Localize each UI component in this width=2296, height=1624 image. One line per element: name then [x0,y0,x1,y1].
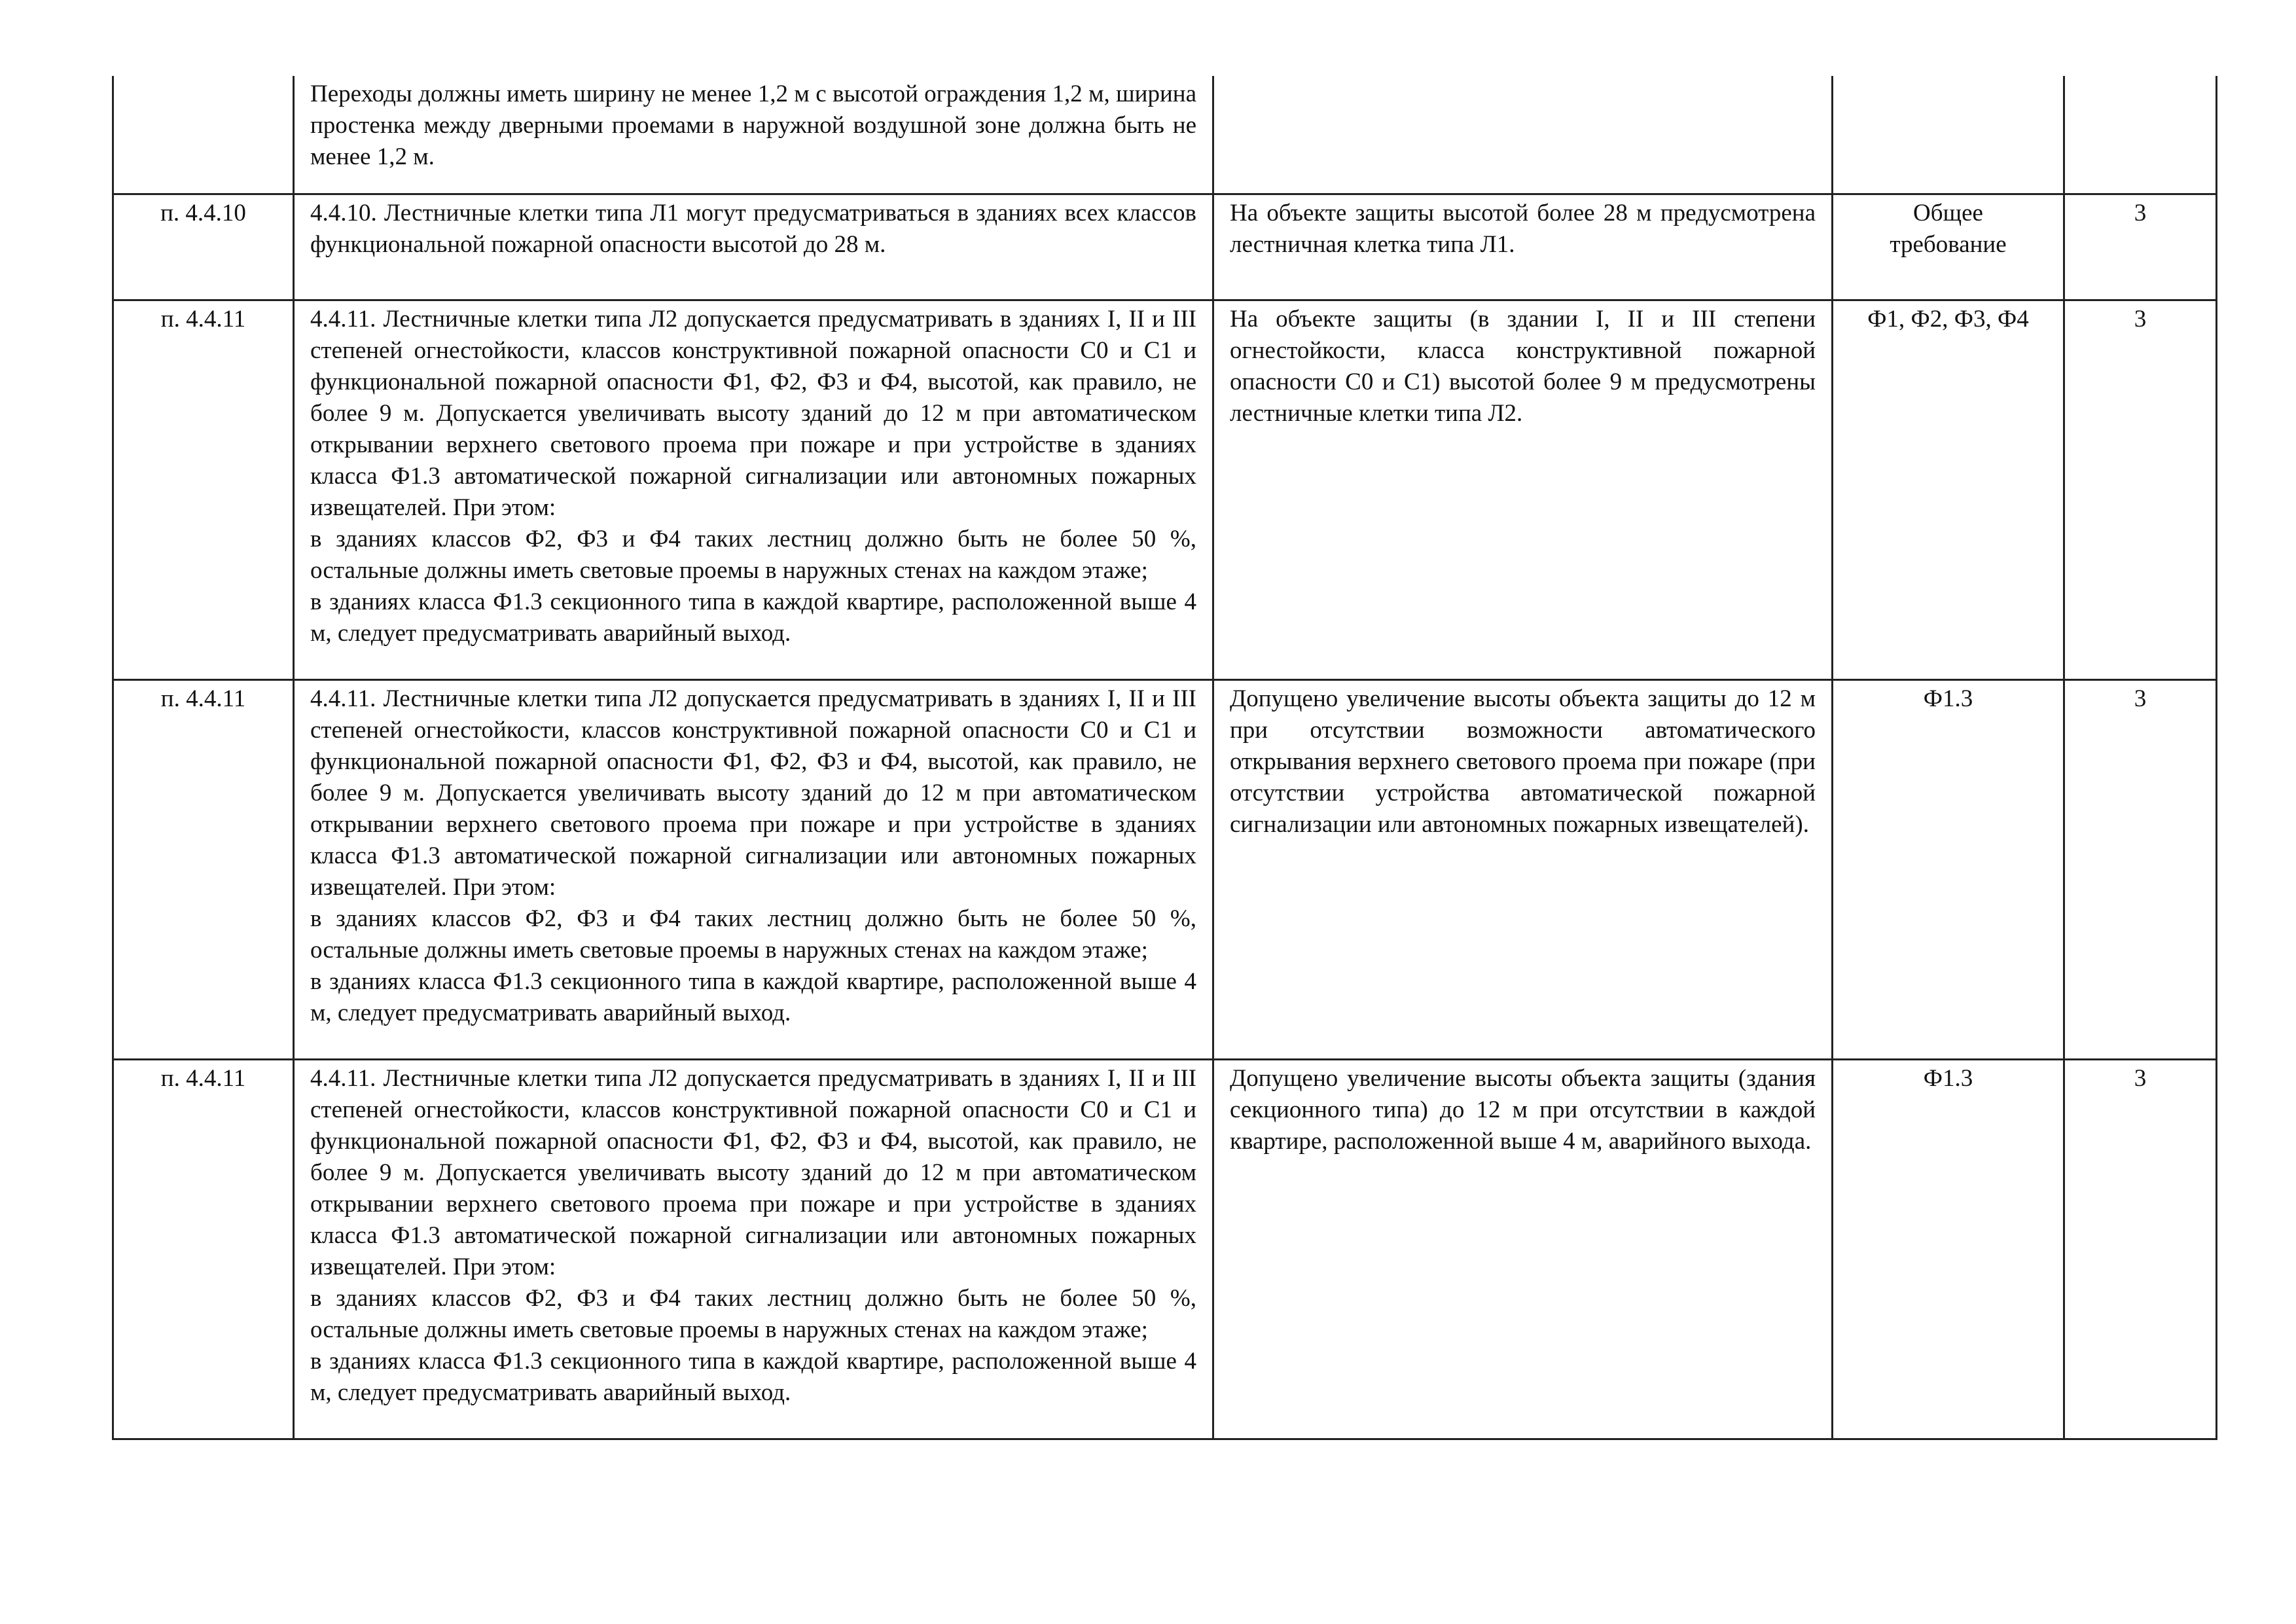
requirement-paragraph: в зданиях классов Ф2, Ф3 и Ф4 таких лестниц должно быть не более 50 %, остальные должны иметь световые проемы в наружных стенах на каждом этаже; [310,525,1196,584]
requirement-paragraph: в зданиях класса Ф1.3 секционного типа в каждой квартире, расположенной выше 4 м, следует предусматривать аварийный выход. [310,1347,1196,1406]
requirement-paragraph: 4.4.11. Лестничные клетки типа Л2 допускается предусматривать в зданиях I, II и III степеней огнестойкости, классов конструктивной пожарной опасности С0 и С1 и функциональной пожарной опасности Ф1, Ф2, Ф3 и Ф4, высотой, как правило, не более 9 м. Допускается увеличивать высоту зданий до 12 м при автоматическом открывании верхнего светового проема при пожаре и при устройстве в зданиях класса Ф1.3 автоматической пожарной сигнализации или автономных пожарных извещателей. При этом: [310,1064,1196,1280]
requirement-paragraph: в зданиях класса Ф1.3 секционного типа в каждой квартире, расположенной выше 4 м, следует предусматривать аварийный выход. [310,588,1196,647]
requirement-paragraph: 4.4.11. Лестничные клетки типа Л2 допускается предусматривать в зданиях I, II и III степеней огнестойкости, классов конструктивной пожарной опасности С0 и С1 и функциональной пожарной опасности Ф1, Ф2, Ф3 и Ф4, высотой, как правило, не более 9 м. Допускается увеличивать высоту зданий до 12 м при автоматическом открывании верхнего светового проема при пожаре и при устройстве в зданиях класса Ф1.3 автоматической пожарной сигнализации или автономных пожарных извещателей. При этом: [310,305,1196,521]
table-row [113,1059,2217,1439]
reference-cell: п. 4.4.11 [113,1059,294,1439]
requirement-text-cell [294,76,1213,194]
violation-condition-cell [1213,76,1833,194]
hazard-class-line: Ф1.3 [1923,1064,1973,1092]
table-row [113,194,2217,300]
category-cell: 3 [2064,679,2217,1059]
reference-cell [113,76,294,194]
requirement-text-cell [294,194,1213,300]
hazard-class-line: Общее [1913,199,1983,226]
hazard-class-cell [1833,679,2064,1059]
table-row [113,76,2217,194]
hazard-class-cell [1833,194,2064,300]
requirement-text-cell [294,300,1213,679]
reference-cell: п. 4.4.11 [113,300,294,679]
requirement-text-cell [294,679,1213,1059]
reference-cell: п. 4.4.10 [113,194,294,300]
requirement-paragraph: Переходы должны иметь ширину не менее 1,2 м с высотой ограждения 1,2 м, ширина простенка между дверными проемами в наружной воздушной зоне должна быть не менее 1,2 м. [310,81,1196,170]
category-cell: 3 [2064,194,2217,300]
hazard-class-line: Ф1.3 [1923,685,1973,712]
hazard-class-line: Ф1, Ф2, Ф3, Ф4 [1867,305,2029,333]
violation-condition-cell: На объекте защиты высотой более 28 м предусмотрена лестничная клетка типа Л1. [1213,194,1833,300]
hazard-class-line: требование [1890,230,2007,258]
requirement-paragraph: в зданиях классов Ф2, Ф3 и Ф4 таких лестниц должно быть не более 50 %, остальные должны иметь световые проемы в наружных стенах на каждом этаже; [310,905,1196,964]
category-cell: 3 [2064,300,2217,679]
hazard-class-cell [1833,76,2064,194]
requirement-text-cell [294,1059,1213,1439]
table-row [113,679,2217,1059]
requirement-paragraph: 4.4.11. Лестничные клетки типа Л2 допускается предусматривать в зданиях I, II и III степеней огнестойкости, классов конструктивной пожарной опасности С0 и С1 и функциональной пожарной опасности Ф1, Ф2, Ф3 и Ф4, высотой, как правило, не более 9 м. Допускается увеличивать высоту зданий до 12 м при автоматическом открывании верхнего светового проема при пожаре и при устройстве в зданиях класса Ф1.3 автоматической пожарной сигнализации или автономных пожарных извещателей. При этом: [310,685,1196,901]
table-row [113,300,2217,679]
category-cell: 3 [2064,1059,2217,1439]
requirement-paragraph: в зданиях класса Ф1.3 секционного типа в каждой квартире, расположенной выше 4 м, следует предусматривать аварийный выход. [310,967,1196,1026]
requirement-paragraph: 4.4.10. Лестничные клетки типа Л1 могут предусматриваться в зданиях всех классов функциональной пожарной опасности высотой до 28 м. [310,199,1196,258]
category-cell [2064,76,2217,194]
violation-condition-cell: На объекте защиты (в здании I, II и III степени огнестойкости, класса конструктивной пожарной опасности С0 и С1) высотой более 9 м предусмотрены лестничные клетки типа Л2. [1213,300,1833,679]
violation-condition-cell: Допущено увеличение высоты объекта защиты до 12 м при отсутствии возможности автоматического открывания верхнего светового проема при пожаре (при отсутствии устройства автоматической пожарной сигнализации или автономных пожарных извещателей). [1213,679,1833,1059]
requirements-table [112,76,2217,1440]
violation-condition-cell: Допущено увеличение высоты объекта защиты (здания секционного типа) до 12 м при отсутствии в каждой квартире, расположенной выше 4 м, аварийного выхода. [1213,1059,1833,1439]
hazard-class-cell [1833,300,2064,679]
requirement-paragraph: в зданиях классов Ф2, Ф3 и Ф4 таких лестниц должно быть не более 50 %, остальные должны иметь световые проемы в наружных стенах на каждом этаже; [310,1284,1196,1343]
reference-cell: п. 4.4.11 [113,679,294,1059]
hazard-class-cell [1833,1059,2064,1439]
